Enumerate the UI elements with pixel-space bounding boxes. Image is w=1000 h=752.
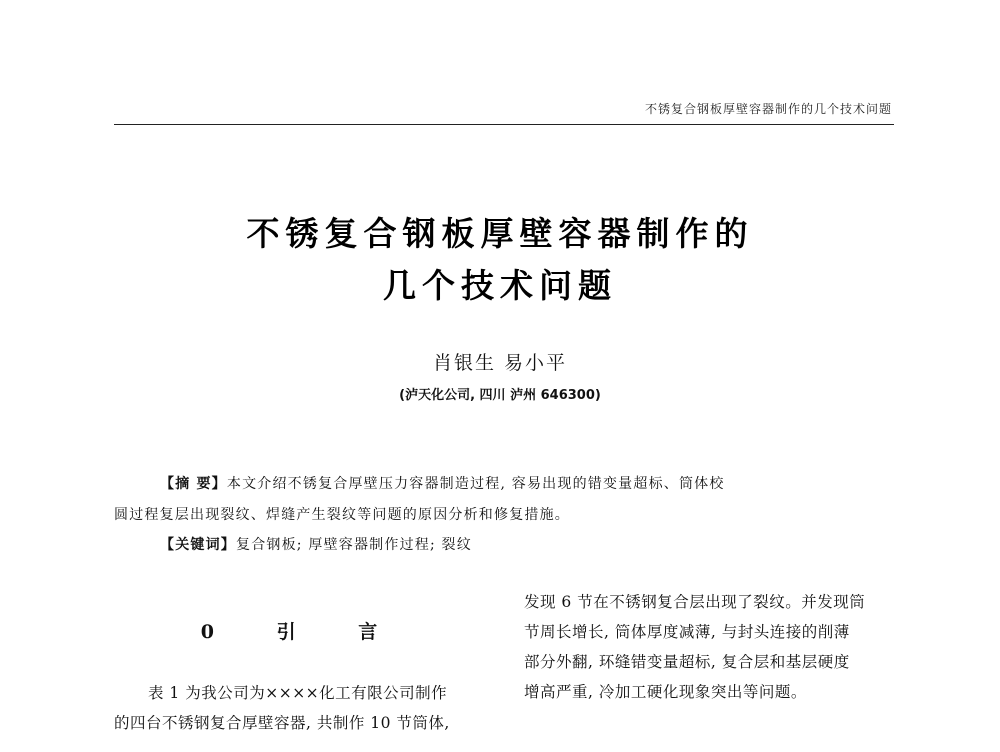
title-line-2: 几个技术问题 [383,266,617,305]
title-line-1: 不锈复合钢板厚壁容器制作的 [246,214,754,253]
abstract-text-1: 本文介绍不锈复合厚壁压力容器制造过程, 容易出现的错变量超标、筒体校 [226,476,725,492]
abstract-line-2: 圆过程复层出现裂纹、焊缝产生裂纹等问题的原因分析和修复措施。 [114,507,570,523]
running-header: 不锈复合钢板厚壁容器制作的几个技术问题 [644,102,892,116]
body-right-line-1: 发现 6 节在不锈钢复合层出现了裂纹。并发现筒 [524,593,866,611]
keywords-line [160,534,472,554]
body-left-line-2: 的四台不锈钢复合厚壁容器, 共制作 10 节筒体, [114,714,450,732]
keywords-label: 【关键词】 [160,537,236,553]
body-right-line-2: 节周长增长, 筒体厚度减薄, 与封头连接的削薄 [524,623,850,641]
section-heading: 0 引 言 [200,621,406,643]
abstract-label: 【摘 要】 [160,476,227,492]
abstract-line-1 [160,473,725,493]
keywords-text: 复合钢板; 厚壁容器制作过程; 裂纹 [236,537,472,553]
header-rule [114,124,894,125]
affiliation: (泸天化公司, 四川 泸州 646300) [399,388,601,403]
body-right-line-4: 增高严重, 冷加工硬化现象突出等问题。 [524,683,807,701]
body-left-line-1: 表 1 为我公司为××××化工有限公司制作 [148,684,448,702]
authors: 肖银生 易小平 [432,352,568,374]
body-right-line-3: 部分外翻, 环缝错变量超标, 复合层和基层硬度 [524,653,850,671]
